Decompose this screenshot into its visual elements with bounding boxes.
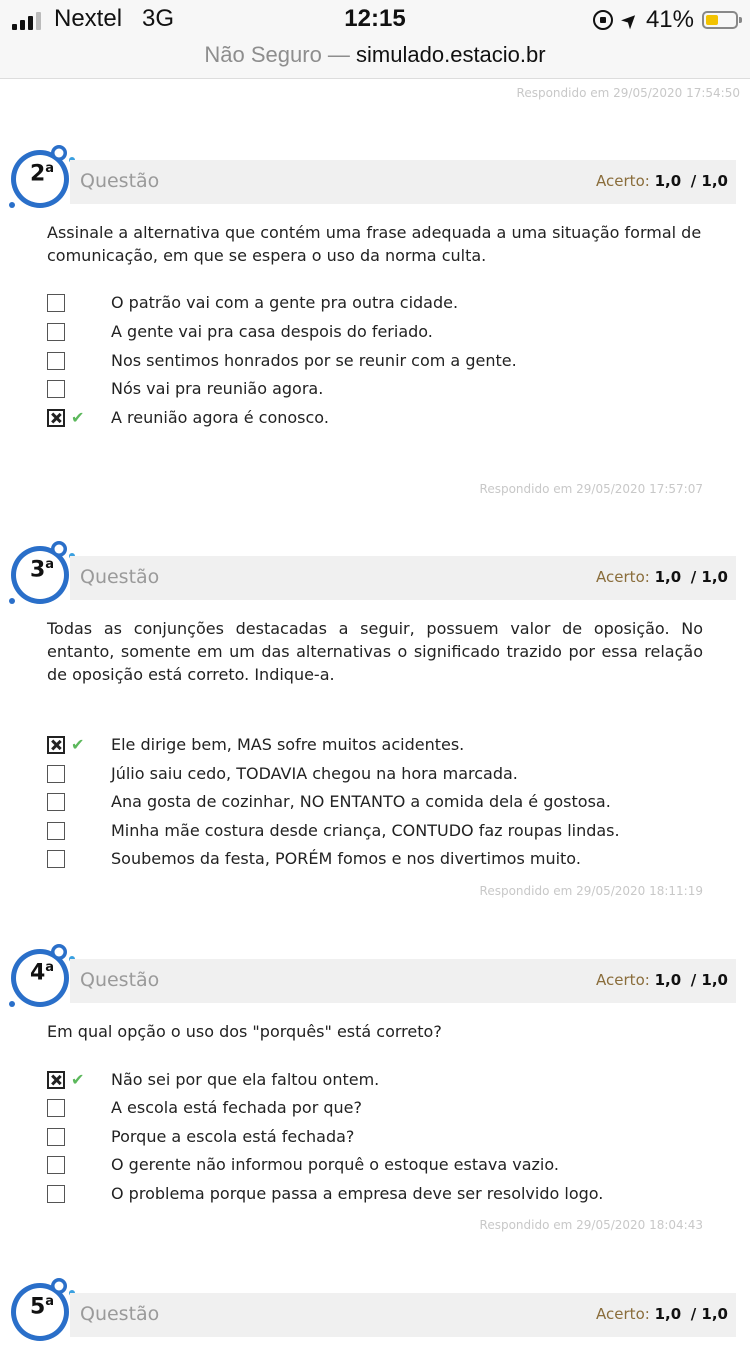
score: Acerto: 1,0 / 1,0 xyxy=(596,971,728,989)
question-text: Todas as conjunções destacadas a seguir, possuem valor de oposição. No entanto, somente em um das alternativas o significado trazido por essa relação de oposição está correto. Indique-a. xyxy=(47,619,703,684)
answer-option[interactable]: Júlio saiu cedo, TODAVIA chegou na hora marcada. xyxy=(47,764,727,786)
answer-option[interactable]: Ana gosta de cozinhar, NO ENTANTO a comida dela é gostosa. xyxy=(47,792,727,814)
rotation-lock-icon xyxy=(593,10,613,30)
status-bar xyxy=(0,0,750,40)
checkbox[interactable] xyxy=(47,380,65,398)
answer-option[interactable]: Soubemos da festa, PORÉM fomos e nos divertimos muito. xyxy=(47,849,727,871)
question-header xyxy=(70,959,736,1003)
answer-option[interactable]: O problema porque passa a empresa deve ser resolvido logo. xyxy=(47,1184,727,1206)
answer-option[interactable]: O gerente não informou porquê o estoque estava vazio. xyxy=(47,1155,727,1177)
checkbox[interactable] xyxy=(47,765,65,783)
answer-option[interactable]: Nos sentimos honrados por se reunir com a gente. xyxy=(47,351,727,373)
checkbox[interactable] xyxy=(47,822,65,840)
question-label: Questão xyxy=(80,566,160,588)
score: Acerto: 1,0 / 1,0 xyxy=(596,172,728,190)
address-bar[interactable] xyxy=(0,40,750,79)
answer-option[interactable]: O patrão vai com a gente pra outra cidade. xyxy=(47,293,727,315)
answered-timestamp: Respondido em 29/05/2020 18:04:43 xyxy=(479,1218,703,1232)
answer-option[interactable]: ✔ Ele dirige bem, MAS sofre muitos acidentes. xyxy=(47,735,727,757)
question-header xyxy=(70,1293,736,1337)
question-label: Questão xyxy=(80,170,160,192)
question-number-badge: 5$^a$ xyxy=(8,1276,72,1340)
question-number-badge: 2$^a$ xyxy=(8,143,72,207)
checkbox[interactable] xyxy=(47,1128,65,1146)
question-number-badge: 4$^a$ xyxy=(8,942,72,1006)
checkbox-checked[interactable] xyxy=(47,1071,65,1089)
correct-check-icon: ✔ xyxy=(71,735,85,754)
answered-timestamp: Respondido em 29/05/2020 17:57:07 xyxy=(479,482,703,496)
checkbox-checked[interactable] xyxy=(47,736,65,754)
answered-timestamp: Respondido em 29/05/2020 18:11:19 xyxy=(479,884,703,898)
checkbox[interactable] xyxy=(47,1156,65,1174)
answered-timestamp: Respondido em 29/05/2020 17:54:50 xyxy=(516,86,740,100)
score: Acerto: 1,0 / 1,0 xyxy=(596,1305,728,1323)
question-header xyxy=(70,556,736,600)
question-label: Questão xyxy=(80,969,160,991)
question-text: Assinale a alternativa que contém uma frase adequada a uma situação formal de comunicação, em que se espera o uso da norma culta. xyxy=(47,223,702,265)
location-arrow-icon: ➤ xyxy=(615,5,644,35)
question-number-badge: 3$^a$ xyxy=(8,539,72,603)
checkbox[interactable] xyxy=(47,793,65,811)
answer-option[interactable]: Minha mãe costura desde criança, CONTUDO faz roupas lindas. xyxy=(47,821,727,843)
checkbox-checked[interactable] xyxy=(47,409,65,427)
question-header xyxy=(70,160,736,204)
checkbox[interactable] xyxy=(47,352,65,370)
checkbox[interactable] xyxy=(47,323,65,341)
answer-option[interactable]: Porque a escola está fechada? xyxy=(47,1127,727,1149)
checkbox[interactable] xyxy=(47,1185,65,1203)
answer-option[interactable]: A escola está fechada por que? xyxy=(47,1098,727,1120)
correct-check-icon: ✔ xyxy=(71,1070,85,1089)
checkbox[interactable] xyxy=(47,1099,65,1117)
question-label: Questão xyxy=(80,1303,160,1325)
score: Acerto: 1,0 / 1,0 xyxy=(596,568,728,586)
checkbox[interactable] xyxy=(47,294,65,312)
url-domain: simulado.estacio.br xyxy=(356,42,546,67)
carrier-label: Nextel 3G xyxy=(54,5,175,32)
checkbox[interactable] xyxy=(47,850,65,868)
answer-option[interactable]: ✔ A reunião agora é conosco. xyxy=(47,408,727,430)
answer-option[interactable]: Nós vai pra reunião agora. xyxy=(47,379,727,401)
question-text: Em qual opção o uso dos "porquês" está correto? xyxy=(47,1022,442,1041)
battery-percent: 41% xyxy=(645,6,694,33)
answer-option[interactable]: ✔ Não sei por que ela faltou ontem. xyxy=(47,1070,727,1092)
clock: 12:15 xyxy=(344,5,406,32)
battery-icon xyxy=(702,11,738,29)
insecure-label: Não Seguro — xyxy=(204,42,350,67)
correct-check-icon: ✔ xyxy=(71,408,85,427)
answer-option[interactable]: A gente vai pra casa despois do feriado. xyxy=(47,322,727,344)
